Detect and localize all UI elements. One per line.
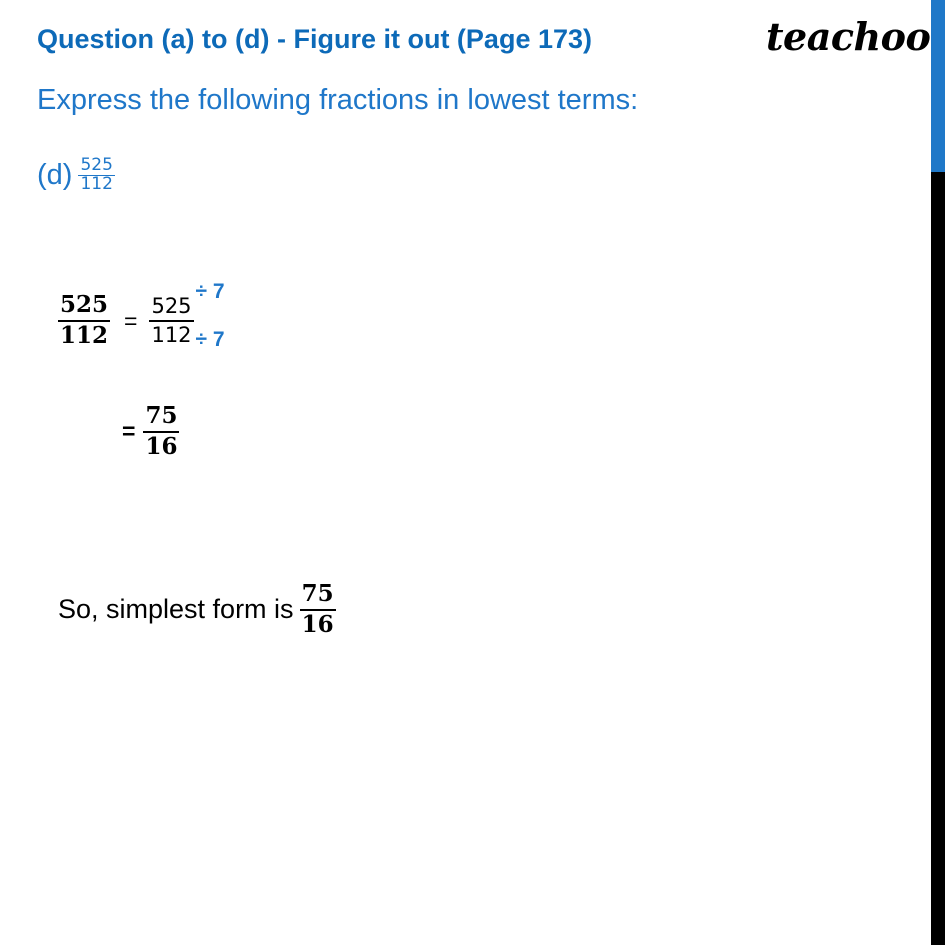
equals-sign: =	[124, 307, 138, 334]
answer-fraction	[300, 580, 336, 640]
solution-step-1	[58, 280, 225, 354]
rhs-numerator: 525	[151, 293, 192, 318]
result-fraction	[143, 402, 179, 462]
scroll-thumb[interactable]	[931, 0, 945, 172]
lhs-fraction	[58, 291, 110, 351]
answer-numerator: 75	[301, 580, 334, 607]
solution-step-2	[122, 402, 179, 462]
teachoo-logo: teachoo	[766, 14, 931, 59]
conclusion	[58, 580, 336, 640]
result-numerator: 75	[145, 402, 178, 429]
rhs-denominator: 112	[151, 323, 192, 347]
lhs-denominator: 112	[60, 322, 109, 349]
conclusion-text: So, simplest form is	[58, 594, 294, 625]
question-fraction	[78, 154, 114, 194]
question-numerator: 525	[80, 154, 113, 175]
equals-sign: =	[122, 418, 136, 445]
rhs-fraction	[149, 293, 193, 350]
divide-by-7-numerator: ÷ 7	[195, 280, 225, 303]
divisor-column	[194, 280, 225, 354]
question-denominator: 112	[80, 173, 113, 194]
lhs-numerator: 525	[60, 291, 109, 319]
question-instruction: Express the following fractions in lowest terms:	[37, 84, 639, 116]
question-part	[37, 145, 115, 205]
answer-denominator: 16	[301, 610, 334, 638]
part-label: (d)	[37, 158, 73, 191]
scrollbar[interactable]	[931, 0, 945, 945]
result-denominator: 16	[145, 432, 178, 460]
divide-by-7-denominator: ÷ 7	[195, 328, 225, 351]
question-heading: Question (a) to (d) - Figure it out (Page 173)	[37, 24, 593, 54]
